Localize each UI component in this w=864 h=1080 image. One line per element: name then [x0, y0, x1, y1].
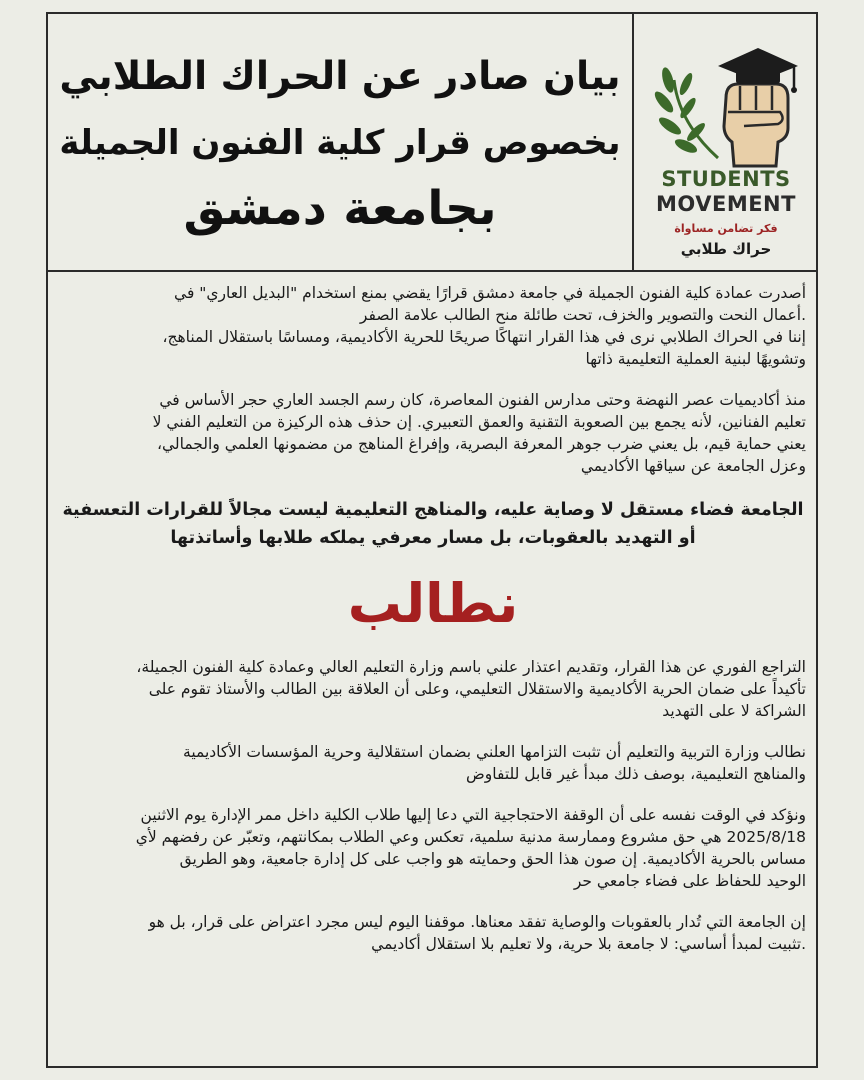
demands-heading: نطالب [347, 572, 519, 635]
text-line: نطالب وزارة التربية والتعليم أن تثبت التزامها العلني بضمان استقلالية وحرية المؤسسات الأكاديمية [183, 743, 806, 761]
text-line: وتشويهًا لبنية العملية التعليمية ذاتها [585, 350, 806, 368]
olive-branch-icon [652, 66, 718, 158]
statement-body [60, 282, 806, 974]
logo-name-line1: STUDENTS [661, 167, 791, 191]
text-line: الوحيد للحفاظ على فضاء جامعي حر [573, 872, 806, 890]
demand-3 [60, 804, 806, 892]
text-line: والمناهج التعليمية، بوصف ذلك مبدأ غير قابل للتفاوض [466, 765, 806, 783]
title-line-2: بخصوص قرار كلية الفنون الجميلة [59, 123, 621, 163]
text-line: تأكيداً على ضمان الحرية الأكاديمية والاستقلال التعليمي، وعلى أن العلاقة بين الطالب والأستاذ تقوم على [148, 680, 806, 698]
fist-olive-cap-icon [648, 40, 804, 168]
text-line: الشراكة لا على التهديد [662, 702, 806, 720]
title-line-3: بجامعة دمشق [183, 181, 497, 236]
header-divider [632, 14, 634, 272]
students-movement-logo [638, 34, 814, 270]
paragraph-history [60, 389, 806, 477]
text-line: أصدرت عمادة كلية الفنون الجميلة في جامعة دمشق قرارًا يقضي بمنع استخدام "البديل العاري" في [174, 284, 806, 302]
text-line: إن الجامعة التي تُدار بالعقوبات والوصاية تفقد معناها. موقفنا اليوم ليس مجرد اعتراض على قرار، بل هو [148, 913, 806, 931]
paragraph-decision [60, 282, 806, 370]
text-line: .تثبيت لمبدأ أساسي: لا جامعة بلا حرية، ولا تعليم بلا استقلال أكاديمي [371, 935, 806, 953]
demand-1 [60, 656, 806, 722]
text-line: وعزل الجامعة عن سياقها الأكاديمي [580, 457, 806, 475]
text-line: أو التهديد بالعقوبات، بل مسار معرفي يملكه طلابها وأساتذتها [170, 528, 696, 548]
text-line: الجامعة فضاء مستقل لا وصاية عليه، والمناهج التعليمية ليست مجالاً للقرارات التعسفية [62, 500, 804, 520]
fist-icon [724, 84, 788, 166]
text-line: منذ أكاديميات عصر النهضة وحتى مدارس الفنون المعاصرة، كان رسم الجسد العاري حجر الأساس في [159, 391, 806, 409]
text-line: ونؤكد في الوقت نفسه على أن الوقفة الاحتجاجية التي دعا إليها طلاب الكلية داخل ممر الإدارة يوم الاثنين [140, 806, 806, 824]
bold-statement [60, 496, 806, 552]
header [48, 14, 816, 272]
logo-slogan: فكر تضامن مساواة [674, 222, 778, 235]
statement-title [58, 44, 622, 254]
text-line: تعليم الفنانين، لأنه يجمع بين الصعوبة التقنية والعمق التعبيري. إن حذف هذه الركيزة من التعليم الفني لا [152, 413, 806, 431]
title-line-1: بيان صادر عن الحراك الطلابي [59, 54, 621, 99]
demand-2 [60, 741, 806, 785]
text-line: 2025/8/18 هي حق مشروع وممارسة مدنية سلمية، تعكس وعي الطلاب بمكانتهم، وتعبّر عن رفضهم لأي [135, 828, 806, 846]
closing-paragraph [60, 911, 806, 955]
text-line: مساس بالحرية الأكاديمية. إن صون هذا الحق وحمايته هو واجب على كل إدارة جامعية، وهو الطريق [179, 850, 806, 868]
text-line: إننا في الحراك الطلابي نرى في هذا القرار انتهاكًا صريحًا للحرية الأكاديمية، ومساسًا باستقلال المناهج، [162, 328, 806, 346]
text-line: التراجع الفوري عن هذا القرار، وتقديم اعتذار علني باسم وزارة التعليم العالي وعمادة كلية الفنون الجميلة، [136, 658, 806, 676]
logo-name-line2: MOVEMENT [656, 192, 796, 216]
text-line: .أعمال النحت والتصوير والخزف، تحت طائلة منح الطالب علامة الصفر [359, 306, 806, 324]
logo-arabic-name: حراك طلابي [680, 240, 772, 258]
statement-frame [46, 12, 818, 1068]
text-line: يعني حماية قيم، بل يعني ضرب جوهر المعرفة البصرية، وإفراغ المناهج من مضمونها العلمي والجمالي، [156, 435, 806, 453]
